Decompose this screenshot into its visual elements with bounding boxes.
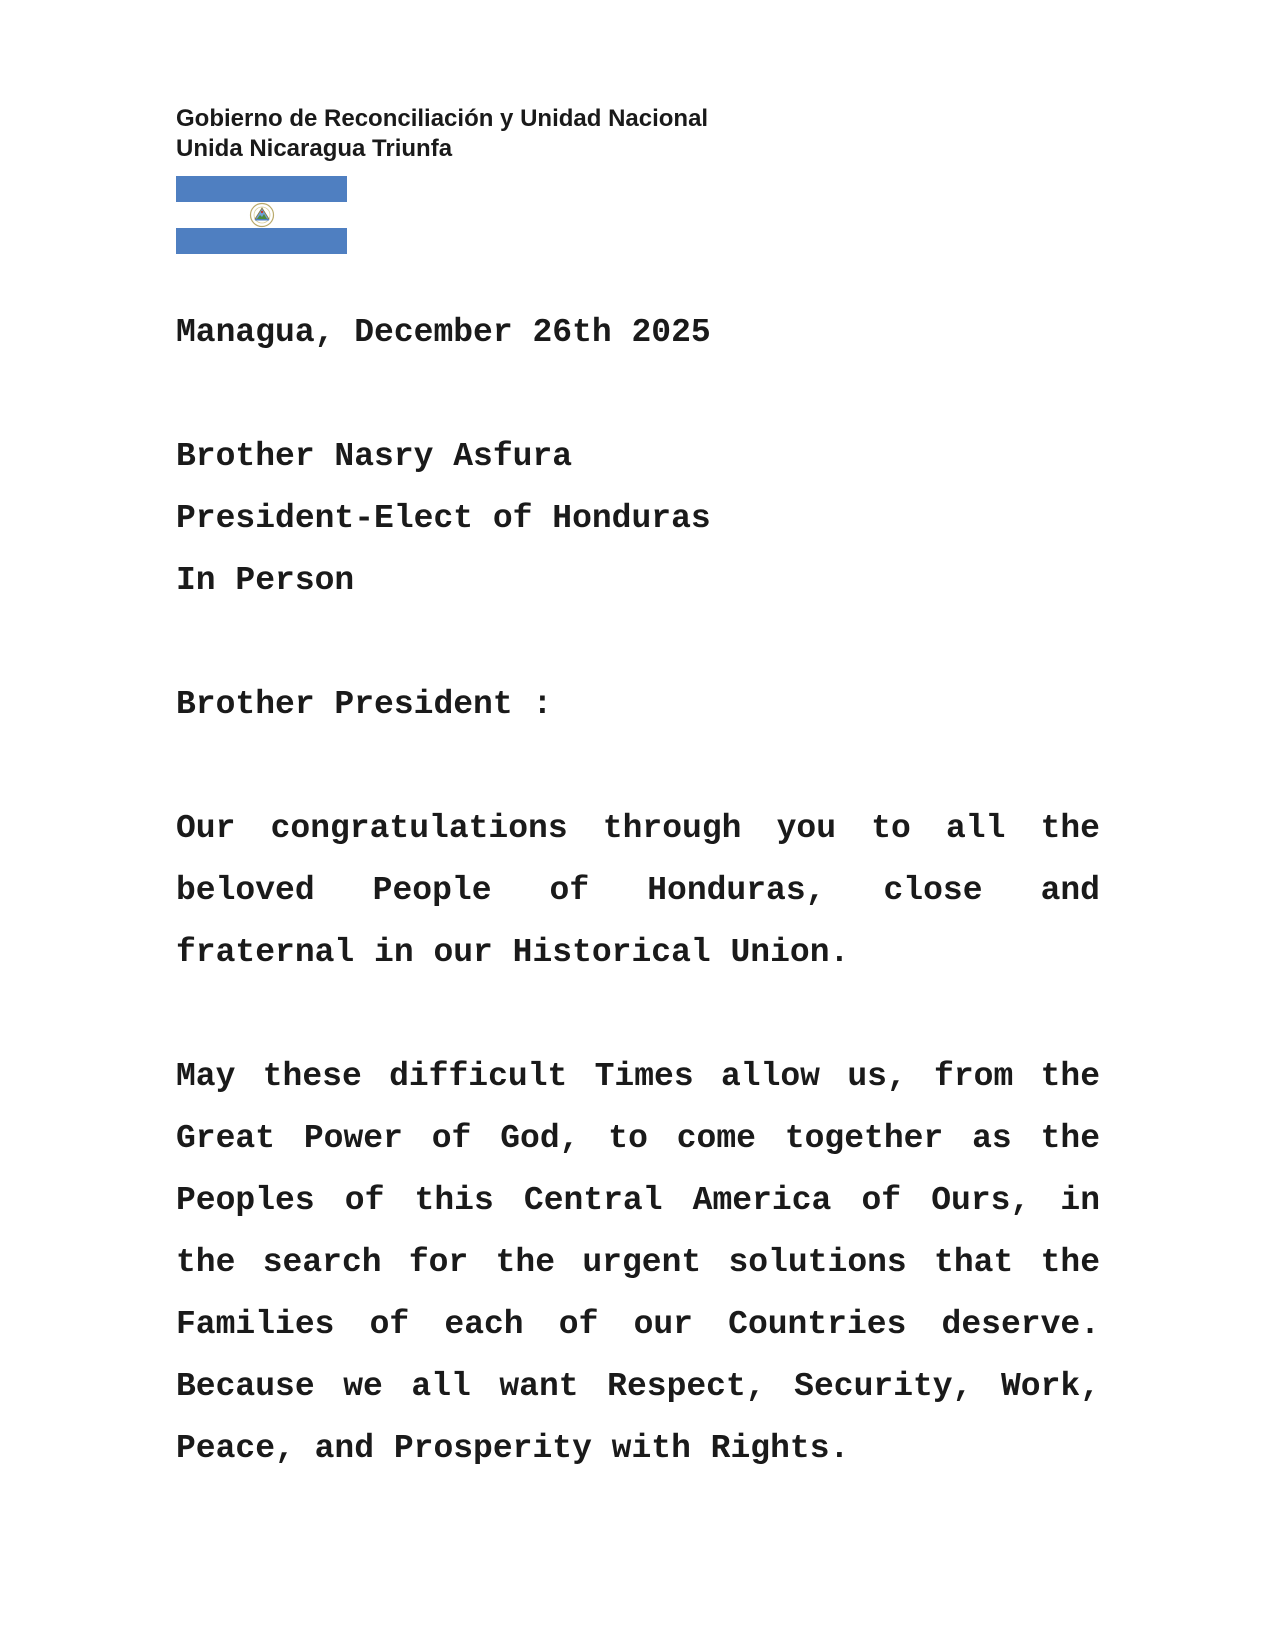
paragraph-central-america-part2: Because we all want Respect, Security, Work, Peace, and Prosperity with Rights. — [176, 1368, 1100, 1467]
letterhead-government-name: Gobierno de Reconciliación y Unidad Nacional — [176, 105, 709, 132]
recipient-delivery: In Person — [176, 562, 355, 599]
recipient-title: President-Elect of Honduras — [176, 500, 711, 537]
letterhead-slogan: Unida Nicaragua Triunfa — [176, 135, 453, 162]
paragraph-congratulations: Our congratulations through you to all the beloved People of Honduras, close and fraternal in our Historical Union. — [176, 810, 1100, 971]
paragraph-central-america-part1: May these difficult Times allow us, from the Great Power of God, to come together as the Peoples of this Central America of Ours, in the search for the urgent solutions that the Families of each of our Countries deserve. — [176, 1058, 1100, 1343]
nicaragua-flag-icon — [176, 176, 347, 254]
flag-middle-stripe — [176, 202, 347, 228]
recipient-name: Brother Nasry Asfura — [176, 438, 573, 475]
letterhead — [176, 104, 708, 164]
flag-bottom-stripe — [176, 228, 347, 254]
letter-date: Managua, December 26th 2025 — [176, 314, 711, 351]
salutation: Brother President : — [176, 686, 553, 723]
paragraph-central-america — [176, 1046, 1100, 1480]
coat-of-arms-icon — [249, 202, 275, 228]
flag-top-stripe — [176, 176, 347, 202]
recipient-block — [176, 426, 1100, 612]
